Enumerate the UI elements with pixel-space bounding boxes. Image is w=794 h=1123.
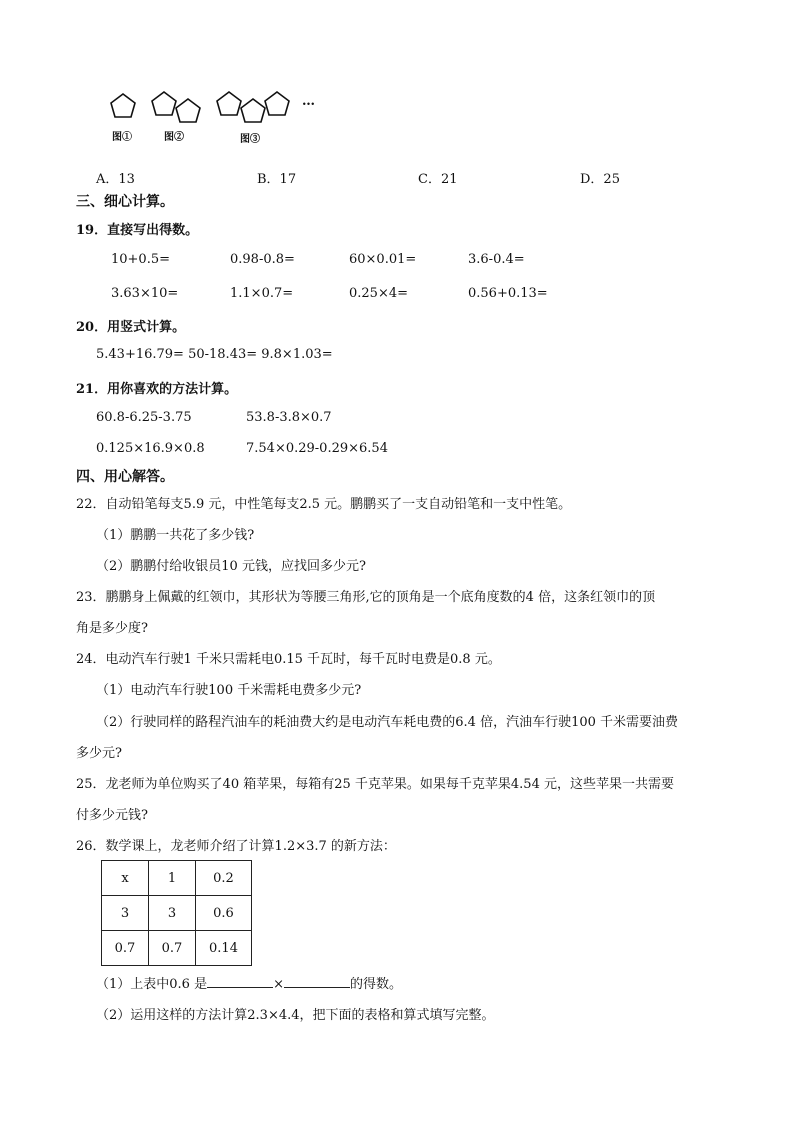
q19-r1c1: 10+0.5= — [111, 252, 171, 267]
q19-r1c4: 3.6-0.4= — [468, 252, 525, 267]
fig3-label: 图③ — [240, 134, 260, 145]
q24-sub1: （1）电动汽车行驶100 千米需耗电费多少元? — [96, 683, 362, 698]
q19-r2c4: 0.56+0.13= — [468, 286, 548, 301]
times-sign: × — [273, 977, 284, 992]
section3-title: 三、细心计算。 — [76, 194, 174, 210]
q21-r1c2: 53.8-3.8×0.7 — [246, 410, 332, 425]
table-cell: 0.7 — [149, 931, 196, 966]
q22-sub2: （2）鹏鹏付给收银员10 元钱，应找回多少元? — [96, 559, 366, 574]
q19-r2c3: 0.25×4= — [349, 286, 409, 301]
option-b: B．17 — [257, 172, 297, 187]
q25-line2: 付多少元钱? — [76, 808, 148, 823]
q19-r2c1: 3.63×10= — [111, 286, 179, 301]
q26-sub1 — [96, 973, 402, 992]
q20-line: 5.43+16.79= 50-18.43= 9.8×1.03= — [96, 347, 333, 362]
q26-sub2: （2）运用这样的方法计算2.3×4.4，把下面的表格和算式填写完整。 — [96, 1008, 495, 1023]
table-cell: 0.2 — [196, 861, 252, 896]
section4-title: 四、用心解答。 — [76, 469, 174, 485]
table-cell: 0.14 — [196, 931, 252, 966]
q24-stem: 24．电动汽车行驶1 千米只需耗电0.15 千瓦时，每千瓦时电费是0.8 元。 — [76, 652, 501, 667]
q23-line2: 角是多少度? — [76, 621, 148, 636]
pentagon-fig1 — [111, 94, 135, 117]
table-row — [102, 896, 252, 931]
q19-r2c2: 1.1×0.7= — [230, 286, 294, 301]
q19-stem: 19．直接写出得数。 — [76, 223, 199, 238]
q24-sub2-line1: （2）行驶同样的路程汽油车的耗油费大约是电动汽车耗电费的6.4 倍，汽油车行驶100 千米需要油费 — [96, 715, 679, 730]
q26-sub1-prefix: （1）上表中0.6 是 — [96, 977, 208, 992]
q21-r2c1: 0.125×16.9×0.8 — [96, 441, 205, 456]
table-cell: x — [102, 861, 149, 896]
q21-stem: 21．用你喜欢的方法计算。 — [76, 382, 238, 397]
table-cell: 3 — [149, 896, 196, 931]
q22-stem: 22．自动铅笔每支5.9 元，中性笔每支2.5 元。鹏鹏买了一支自动铅笔和一支中性笔。 — [76, 497, 572, 512]
q22-sub1: （1）鹏鹏一共花了多少钱? — [96, 528, 255, 543]
q25-line1: 25．龙老师为单位购买了40 箱苹果，每箱有25 千克苹果。如果每千克苹果4.54 元，这些苹果一共需要 — [76, 777, 674, 792]
pentagon-fig3-c — [265, 92, 289, 115]
pentagon-fig3-a — [217, 92, 241, 115]
fig2-label: 图② — [164, 132, 184, 143]
q21-r1c1: 60.8-6.25-3.75 — [96, 410, 192, 425]
q21-r2c2: 7.54×0.29-0.29×6.54 — [246, 441, 388, 456]
pentagon-pattern-icon — [100, 86, 330, 148]
option-c: C．21 — [418, 172, 458, 187]
q19-r1c3: 60×0.01= — [349, 252, 417, 267]
q26-stem: 26．数学课上，龙老师介绍了计算1.2×3.7 的新方法： — [76, 839, 396, 854]
ellipsis: … — [302, 94, 315, 109]
q24-sub2-line2: 多少元? — [76, 746, 122, 761]
q19-r1c2: 0.98-0.8= — [230, 252, 295, 267]
answer-blank-1[interactable] — [207, 975, 273, 988]
pentagon-fig2-b — [176, 99, 200, 122]
table-row — [102, 861, 252, 896]
table-cell: 0.6 — [196, 896, 252, 931]
q23-line1: 23．鹏鹏身上佩戴的红领巾，其形状为等腰三角形,它的顶角是一个底角度数的4 倍，这条红领巾的顶 — [76, 590, 656, 605]
table-cell: 1 — [149, 861, 196, 896]
q20-stem: 20．用竖式计算。 — [76, 320, 186, 335]
fig1-label: 图① — [112, 132, 132, 143]
option-a: A．13 — [96, 172, 135, 187]
pentagon-fig2-a — [152, 92, 176, 115]
table-row — [102, 931, 252, 966]
option-d: D．25 — [580, 172, 620, 187]
table-cell: 3 — [102, 896, 149, 931]
answer-blank-2[interactable] — [284, 975, 350, 988]
multiplication-table — [101, 860, 252, 966]
q26-sub1-suffix: 的得数。 — [349, 977, 402, 992]
pentagon-figures — [100, 86, 330, 148]
table-cell: 0.7 — [102, 931, 149, 966]
pentagon-fig3-b — [241, 99, 265, 122]
